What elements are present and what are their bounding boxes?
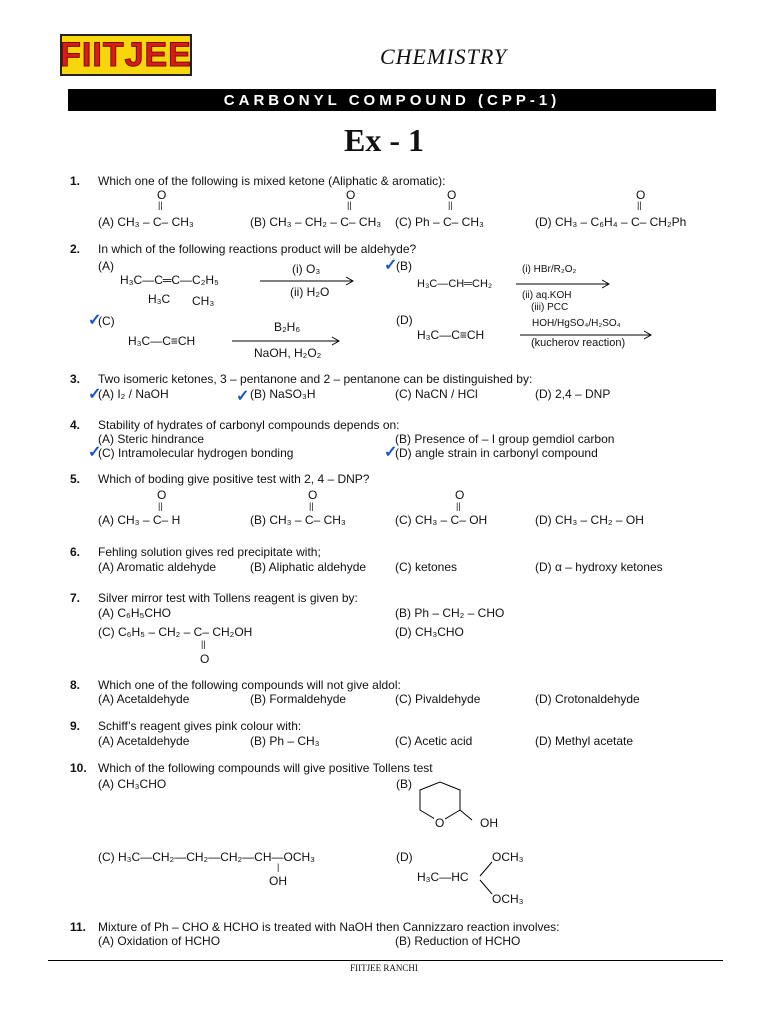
double-bond: || [448, 200, 453, 210]
option-a: (A) Steric hindrance [98, 432, 205, 446]
option-a: (A) [98, 259, 114, 273]
ring-oxygen: O [435, 816, 445, 830]
option-d: (D) 2,4 – DNP [535, 387, 611, 401]
option-d: (D) CH₃CHO [395, 625, 464, 639]
option-d: (D) CH₃ – C₆H₄ – C– CH₂Ph [535, 215, 687, 229]
option-c: (C) Ph – C– CH₃ [395, 215, 484, 229]
reagent: (i) O₃ [292, 262, 321, 276]
question-number: 10. [70, 761, 87, 775]
question-text: Fehling solution gives red precipitate with; [98, 545, 321, 559]
hydroxyl-label: OH [269, 874, 287, 888]
option-b: (B) [396, 777, 412, 791]
reagent: HOH/HgSO₄/H₂SO₄ [532, 318, 621, 329]
question-number: 6. [70, 545, 81, 559]
structure-a-sub: CH₃ [192, 294, 215, 308]
option-c: (C) Intramolecular hydrogen bonding [98, 446, 294, 460]
reagent: (ii) H₂O [290, 285, 330, 299]
option-a: (A) CH₃ – C– CH₃ [98, 215, 194, 229]
footer-text: FIITJEE RANCHI [350, 963, 418, 973]
question-number: 8. [70, 678, 81, 692]
question-number: 4. [70, 418, 81, 432]
question-number: 2. [70, 242, 81, 256]
question-number: 1. [70, 174, 81, 188]
question-number: 11. [70, 920, 87, 934]
option-b: (B) CH₃ – CH₂ – C– CH₃ [250, 215, 382, 229]
structure-a-sub: H₃C [148, 292, 171, 306]
check-mark-icon: ✓ [384, 257, 398, 274]
option-a: (A) Acetaldehyde [98, 692, 190, 706]
double-bond: || [637, 200, 642, 210]
question-number: 3. [70, 372, 81, 386]
option-a: (A) CH₃CHO [98, 777, 167, 791]
carbonyl-o: O [157, 188, 167, 202]
double-bond: || [456, 501, 461, 511]
reaction-arrow [516, 279, 612, 289]
double-bond: || [158, 200, 163, 210]
question-text: Which one of the following compounds will not give aldol: [98, 678, 401, 692]
check-mark-icon: ✓ [384, 444, 398, 461]
structure-a: H₃C—C═C—C₂H₅ [120, 273, 219, 287]
reagent: (i) HBr/R₂O₂ [522, 264, 577, 275]
check-mark-icon: ✓ [236, 388, 250, 405]
check-mark-icon: ✓ [88, 312, 102, 329]
option-c: (C) NaCN / HCl [395, 387, 478, 401]
footer-divider [48, 960, 723, 961]
option-c: (C) Pivaldehyde [395, 692, 481, 706]
option-c: (C) ketones [395, 560, 458, 574]
reaction-arrow [232, 336, 342, 346]
option-c: (C) Acetic acid [395, 734, 473, 748]
option-a: (A) Oxidation of HCHO [98, 934, 221, 948]
structure-b: H₃C—CH═CH₂ [417, 278, 493, 290]
double-bond: || [158, 501, 163, 511]
methoxy-label: OCH₃ [492, 892, 524, 906]
option-a: (A) I₂ / NaOH [98, 387, 169, 401]
structure-d: H₃C—HC [417, 870, 469, 884]
question-text: Stability of hydrates of carbonyl compounds depends on: [98, 418, 400, 432]
question-text: Which one of the following is mixed ketone (Aliphatic & aromatic): [98, 174, 446, 188]
option-b: (B) Reduction of HCHO [395, 934, 521, 948]
option-d: (D) angle strain in carbonyl compound [395, 446, 598, 460]
question-number: 9. [70, 719, 81, 733]
option-b: (B) NaSO₃H [250, 387, 316, 401]
subject-title: CHEMISTRY [380, 44, 508, 69]
carbonyl-o: O [308, 488, 318, 502]
question-number: 5. [70, 472, 81, 486]
option-b: (B) Ph – CH₂ – CHO [395, 606, 505, 620]
option-a: (A) C₆H₅CHO [98, 606, 172, 620]
reagent: (ii) aq.KOH [522, 290, 572, 301]
reagent: (kucherov reaction) [531, 337, 626, 349]
banner-title: CARBONYL COMPOUND (CPP-1) [68, 89, 716, 111]
question-text: Which of boding give positive test with 2, 4 – DNP? [98, 472, 370, 486]
question-text: Schiff’s reagent gives pink colour with: [98, 719, 302, 733]
carbonyl-o: O [447, 188, 457, 202]
carbonyl-o: O [636, 188, 646, 202]
structure-c: H₃C—C≡CH [128, 334, 196, 348]
carbonyl-o: O [455, 488, 465, 502]
option-b: (B) [396, 259, 412, 273]
double-bond: || [201, 639, 206, 649]
structure-d: H₃C—C≡CH [417, 328, 485, 342]
option-b: (B) CH₃ – C– CH₃ [250, 513, 346, 527]
option-c: (C) CH₃ – C– OH [395, 513, 488, 527]
methoxy-label: OCH₃ [492, 850, 524, 864]
question-text: Mixture of Ph – CHO & HCHO is treated with NaOH then Cannizzaro reaction involves: [98, 920, 560, 934]
option-c: (C) C₆H₅ – CH₂ – C– CH₂OH [98, 625, 253, 639]
hydroxyl-label: OH [480, 816, 498, 830]
carbonyl-o: O [200, 652, 210, 666]
option-d: (D) Crotonaldehyde [535, 692, 640, 706]
check-mark-icon: ✓ [88, 444, 102, 461]
option-d: (D) α – hydroxy ketones [535, 560, 663, 574]
option-c: (C) H₃C—CH₂—CH₂—CH₂—CH—OCH₃ [98, 850, 316, 864]
question-text: Two isomeric ketones, 3 – pentanone and 2 – pentanone can be distinguished by: [98, 372, 533, 386]
option-a: (A) Acetaldehyde [98, 734, 190, 748]
option-a: (A) CH₃ – C– H [98, 513, 181, 527]
option-b: (B) Formaldehyde [250, 692, 347, 706]
option-d: (D) [396, 313, 413, 327]
fiitjee-logo: FIITJEE [60, 34, 192, 76]
option-c: (C) [98, 314, 115, 328]
single-bond: | [277, 862, 280, 872]
question-text: Which of the following compounds will give positive Tollens test [98, 761, 433, 775]
option-b: (B) Aliphatic aldehyde [250, 560, 367, 574]
double-bond: || [347, 200, 352, 210]
option-a: (A) Aromatic aldehyde [98, 560, 217, 574]
option-d: (D) [396, 850, 413, 864]
question-number: 7. [70, 591, 81, 605]
double-bond: || [309, 501, 314, 511]
option-b: (B) Ph – CH₃ [250, 734, 320, 748]
option-b: (B) Presence of – I group gemdiol carbon [395, 432, 615, 446]
reagent: B₂H₆ [274, 320, 301, 334]
question-text: Silver mirror test with Tollens reagent is given by: [98, 591, 358, 605]
reagent: NaOH, H₂O₂ [254, 346, 322, 360]
exercise-title: Ex - 1 [344, 122, 424, 158]
carbonyl-o: O [157, 488, 167, 502]
carbonyl-o: O [346, 188, 356, 202]
question-text: In which of the following reactions product will be aldehyde? [98, 242, 417, 256]
option-d: (D) CH₃ – CH₂ – OH [535, 513, 644, 527]
reagent: (iii) PCC [531, 302, 569, 313]
option-d: (D) Methyl acetate [535, 734, 634, 748]
check-mark-icon: ✓ [88, 386, 102, 403]
